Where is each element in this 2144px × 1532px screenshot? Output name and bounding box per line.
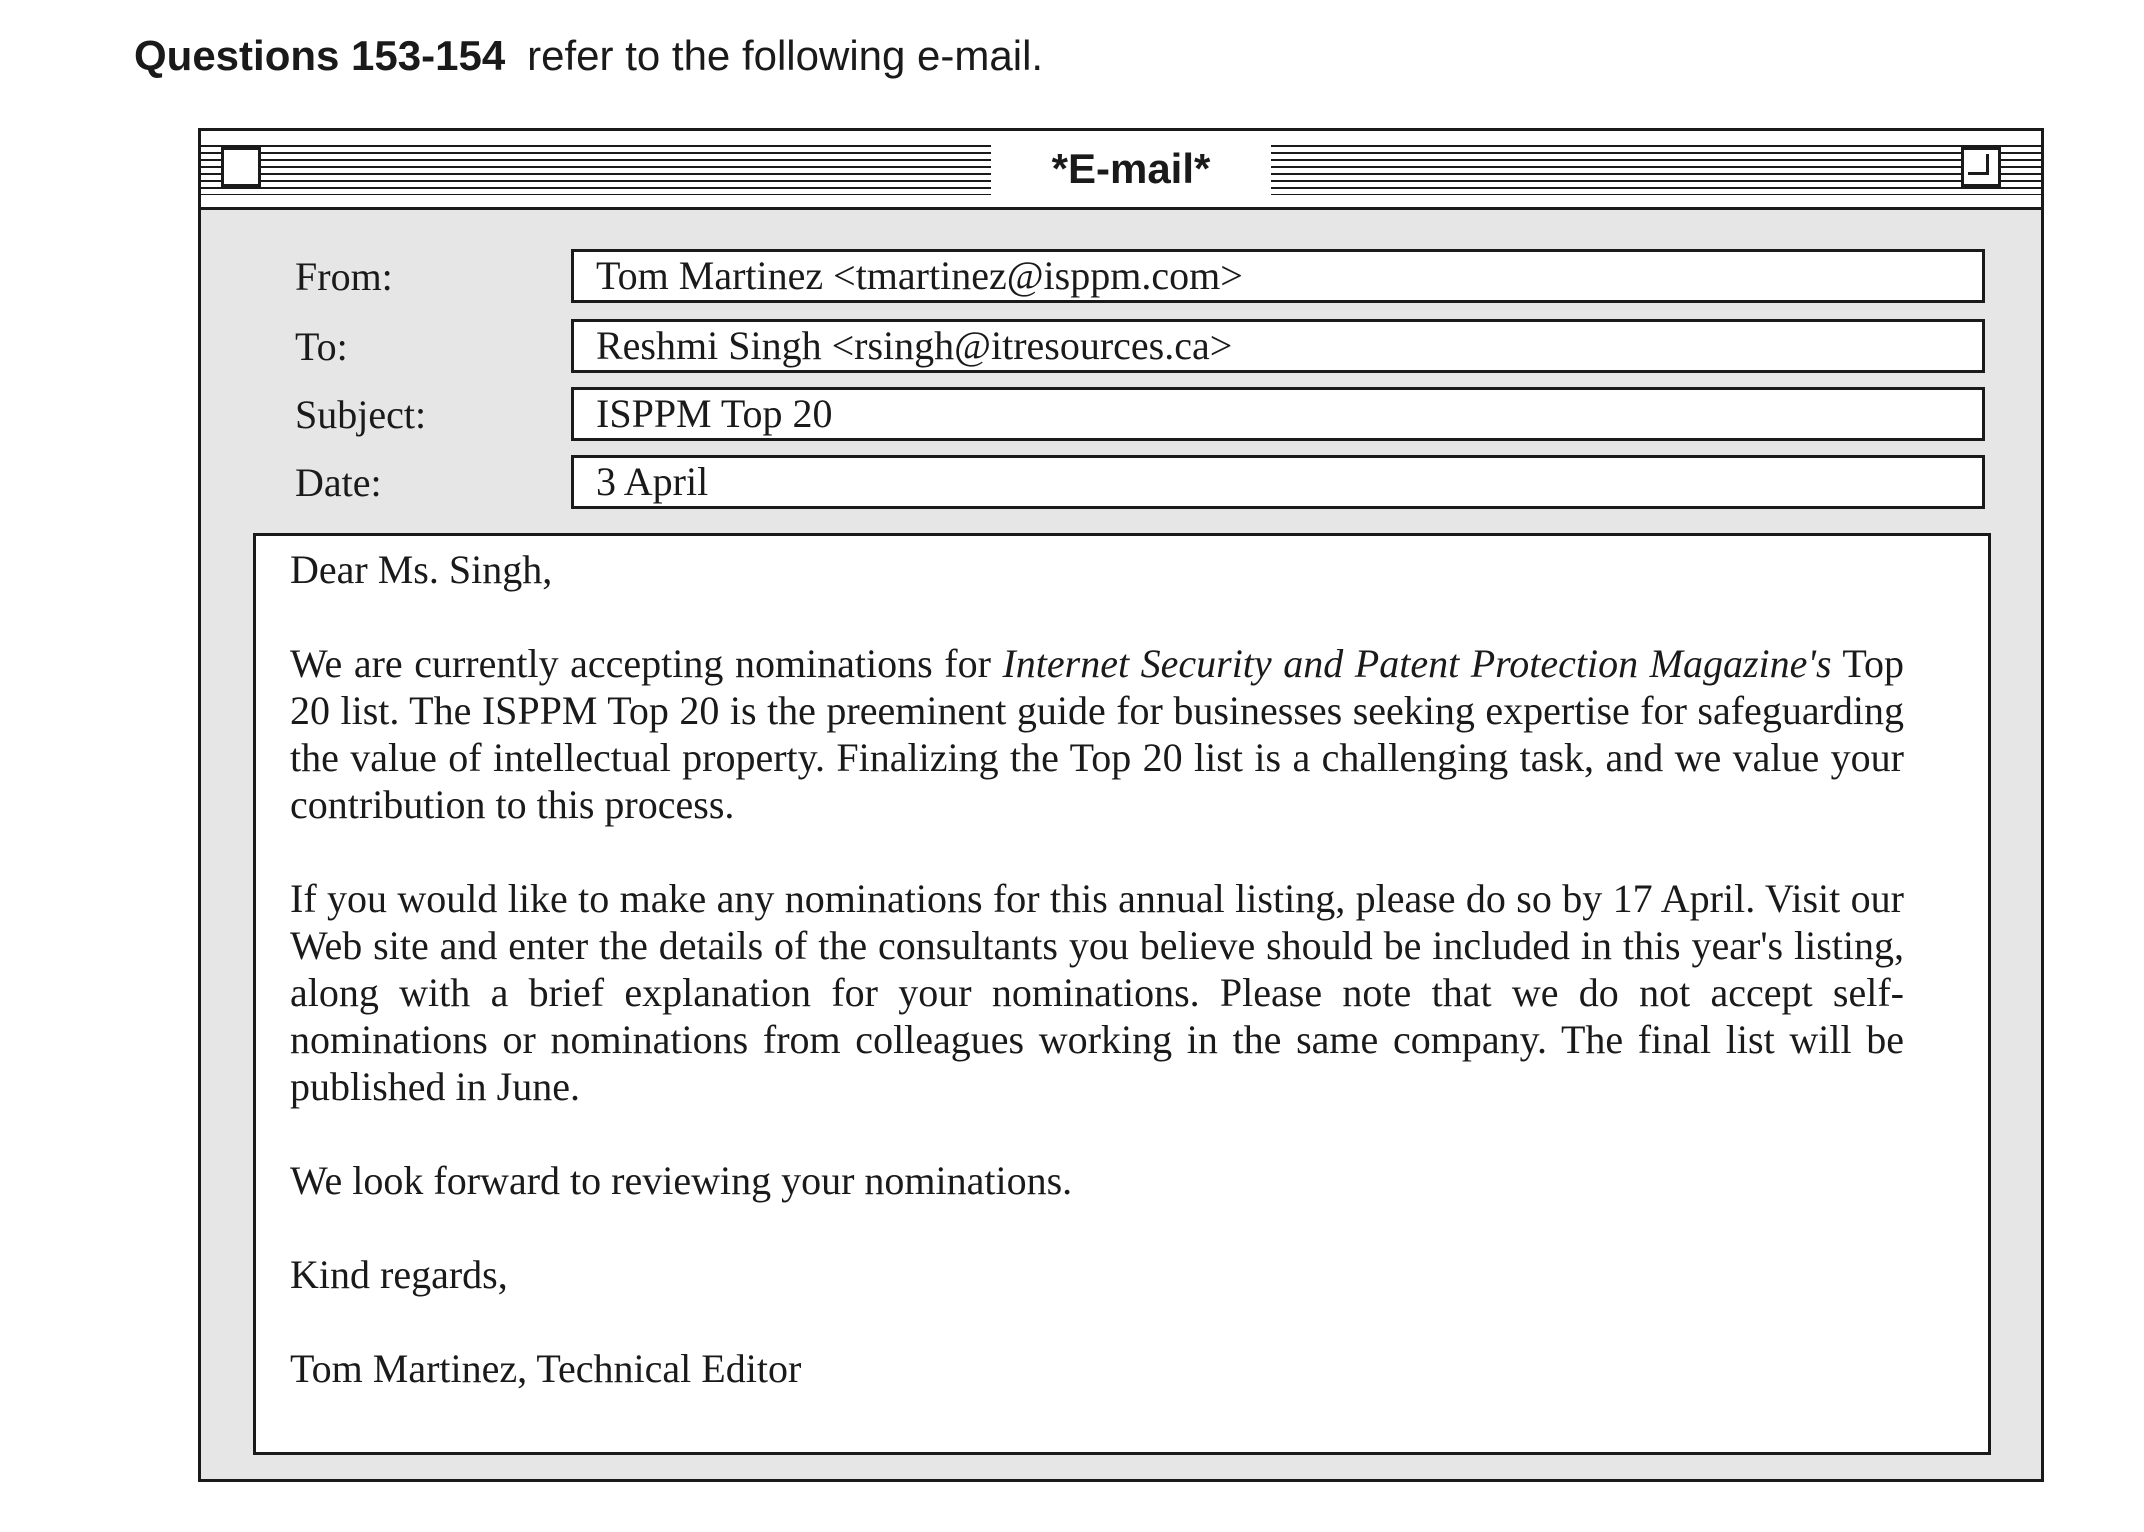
paragraph-1-rest: Top 20 list. The ISPPM Top 20 is the preeminent guide for businesses seeking expertise for safeguarding the value of intellectual property. Finalizing the Top 20 list is a challenging task, and we value your contribution to this process. [290, 641, 1904, 827]
magazine-title: Internet Security and Patent Protection Magazine's [1002, 641, 1832, 686]
title-bar [201, 131, 2041, 210]
signature: Tom Martinez, Technical Editor [290, 1346, 802, 1391]
to-row [201, 319, 2041, 375]
body-paragraph-2: If you would like to make any nominations for this annual listing, please do so by 17 April. Visit our Web site and enter the details of the consultants you believe should be included in this year's listing, along with a brief explanation for your nominations. Please note that we do not accept self-nominations or nominations from colleagues working in the same company. The final list will be published in June. [290, 876, 1904, 1109]
subject-label: Subject: [295, 392, 427, 437]
question-instruction: refer to the following e-mail. [527, 32, 1044, 79]
subject-row [201, 387, 2041, 443]
email-body[interactable] [253, 533, 1991, 1455]
question-header [134, 28, 1043, 84]
window-title: *E-mail* [991, 131, 1271, 207]
to-label: To: [295, 324, 348, 369]
from-field[interactable]: Tom Martinez <tmartinez@isppm.com> [571, 249, 1985, 303]
from-label: From: [295, 254, 393, 299]
date-row [201, 455, 2041, 511]
subject-field[interactable]: ISPPM Top 20 [571, 387, 1985, 441]
paragraph-1-lead: We are currently accepting nominations for [290, 641, 1003, 686]
title-bar-stripes-left [201, 145, 991, 195]
body-paragraph-3: We look forward to reviewing your nominations. [290, 1158, 1073, 1203]
salutation: Dear Ms. Singh, [290, 547, 553, 592]
body-paragraph-1 [290, 640, 1904, 828]
date-label: Date: [295, 460, 382, 505]
question-number: Questions 153-154 [134, 32, 506, 79]
closing: Kind regards, [290, 1252, 508, 1297]
title-bar-stripes-right [1271, 145, 2041, 195]
date-field[interactable]: 3 April [571, 455, 1985, 509]
from-row [201, 249, 2041, 305]
zoom-box-icon[interactable] [1961, 147, 2001, 187]
email-window [198, 128, 2044, 1482]
close-box-icon[interactable] [221, 147, 261, 187]
to-field[interactable]: Reshmi Singh <rsingh@itresources.ca> [571, 319, 1985, 373]
